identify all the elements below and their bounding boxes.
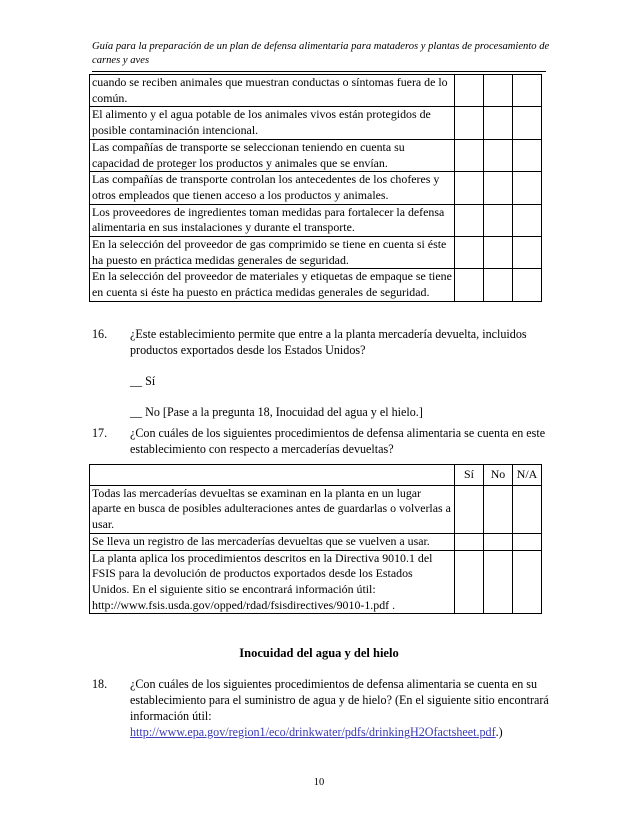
table-row [90, 139, 542, 171]
no-checkbox-cell[interactable] [484, 269, 513, 301]
row-description: El alimento y el agua potable de los animales vivos están protegidos de posible contaminación intencional. [90, 107, 455, 139]
yes-checkbox-cell[interactable] [455, 107, 484, 139]
option-no[interactable]: __ No [Pase a la pregunta 18, Inocuidad del agua y el hielo.] [130, 405, 423, 419]
row-description: Las compañías de transporte se seleccionan teniendo en cuenta su capacidad de proteger los productos y animales que se envían. [90, 139, 455, 171]
row-description: En la selección del proveedor de materiales y etiquetas de empaque se tiene en cuenta si éste ha puesto en práctica medidas generales de seguridad. [90, 269, 455, 301]
table-row [90, 172, 542, 204]
table-row [90, 485, 542, 533]
na-checkbox-cell[interactable] [513, 533, 542, 550]
question-number: 18. [92, 677, 108, 691]
returned-goods-table [89, 464, 542, 614]
na-checkbox-cell[interactable] [513, 550, 542, 614]
yes-checkbox-cell[interactable] [455, 550, 484, 614]
question-number: 17. [92, 426, 108, 440]
na-checkbox-cell[interactable] [513, 237, 542, 269]
col-header-na: N/A [513, 465, 542, 486]
epa-factsheet-link[interactable]: http://www.epa.gov/region1/eco/drinkwater/pdfs/drinkingH2Ofactsheet.pdf [130, 725, 496, 739]
header-blank-cell [90, 465, 455, 486]
yes-checkbox-cell[interactable] [455, 533, 484, 550]
row-description: La planta aplica los procedimientos descritos en la Directiva 9010.1 del FSIS para la devolución de productos exportados desde los Estados Unidos. En el siguiente sitio se encontrará información útil: http://www.fsis.usda.gov/opped/rdad/fsisdirectives/9010-1.pdf . [90, 550, 455, 614]
no-checkbox-cell[interactable] [484, 139, 513, 171]
table-header-row [90, 465, 542, 486]
question-text: ¿Con cuáles de los siguientes procedimientos de defensa alimentaria se cuenta en este establecimiento con respecto a mercaderías devueltas? [130, 426, 546, 456]
table-row [90, 533, 542, 550]
table-row [90, 237, 542, 269]
row-description: Todas las mercaderías devueltas se examinan en la planta en un lugar aparte en busca de posibles adulteraciones antes de guardarlas o volverlas a usar. [90, 485, 455, 533]
yes-checkbox-cell[interactable] [455, 139, 484, 171]
checklist-table-continued [89, 74, 542, 302]
na-checkbox-cell[interactable] [513, 485, 542, 533]
option-yes[interactable]: __ Sí [130, 374, 156, 388]
row-description: En la selección del proveedor de gas comprimido se tiene en cuenta si éste ha puesto en práctica medidas generales de seguridad. [90, 237, 455, 269]
na-checkbox-cell[interactable] [513, 139, 542, 171]
table-row [90, 550, 542, 614]
row-description: Las compañías de transporte controlan los antecedentes de los choferes y otros empleados que tienen acceso a los productos y animales. [90, 172, 455, 204]
header-divider [92, 71, 546, 72]
no-checkbox-cell[interactable] [484, 550, 513, 614]
row-description: Los proveedores de ingredientes toman medidas para fortalecer la defensa alimentaria en sus instalaciones y durante el transporte. [90, 204, 455, 236]
question-number: 16. [92, 327, 108, 341]
yes-checkbox-cell[interactable] [455, 237, 484, 269]
question-text-end: .) [495, 725, 503, 739]
na-checkbox-cell[interactable] [513, 75, 542, 107]
question-text [130, 676, 550, 740]
no-checkbox-cell[interactable] [484, 107, 513, 139]
yes-checkbox-cell[interactable] [455, 269, 484, 301]
col-header-no: No [484, 465, 513, 486]
no-checkbox-cell[interactable] [484, 237, 513, 269]
col-header-yes: Sí [455, 465, 484, 486]
page-number: 10 [313, 777, 325, 788]
yes-checkbox-cell[interactable] [455, 485, 484, 533]
na-checkbox-cell[interactable] [513, 172, 542, 204]
yes-checkbox-cell[interactable] [455, 75, 484, 107]
row-description: cuando se reciben animales que muestran conductas o síntomas fuera de lo común. [90, 75, 455, 107]
no-checkbox-cell[interactable] [484, 204, 513, 236]
na-checkbox-cell[interactable] [513, 204, 542, 236]
table-row [90, 269, 542, 301]
section-heading: Inocuidad del agua y del hielo [239, 646, 399, 660]
table-row [90, 204, 542, 236]
question-text: ¿Este establecimiento permite que entre a la planta mercadería devuelta, incluidos productos exportados desde los Estados Unidos? [130, 327, 527, 357]
row-description: Se lleva un registro de las mercaderías devueltas que se vuelven a usar. [90, 533, 455, 550]
no-checkbox-cell[interactable] [484, 533, 513, 550]
question-text-body: ¿Con cuáles de los siguientes procedimientos de defensa alimentaria se cuenta en su establecimiento para el suministro de agua y de hielo? (En el siguiente sitio encontrará información útil: [130, 677, 549, 723]
yes-checkbox-cell[interactable] [455, 172, 484, 204]
yes-checkbox-cell[interactable] [455, 204, 484, 236]
na-checkbox-cell[interactable] [513, 107, 542, 139]
table-row [90, 75, 542, 107]
no-checkbox-cell[interactable] [484, 485, 513, 533]
no-checkbox-cell[interactable] [484, 172, 513, 204]
running-header: Guía para la preparación de un plan de defensa alimentaria para mataderos y plantas de procesamiento de carnes y aves [92, 41, 550, 66]
table-row [90, 107, 542, 139]
no-checkbox-cell[interactable] [484, 75, 513, 107]
na-checkbox-cell[interactable] [513, 269, 542, 301]
